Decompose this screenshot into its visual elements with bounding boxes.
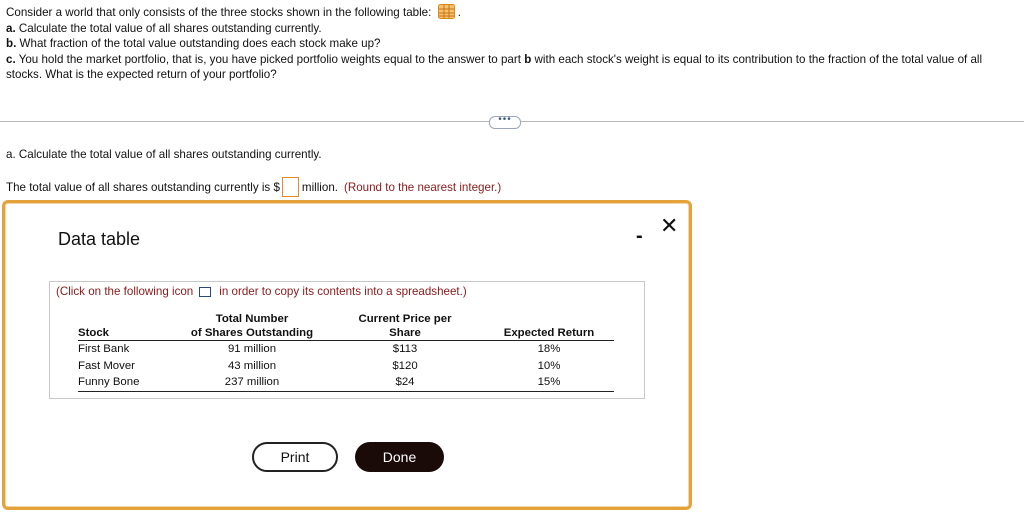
table-row: First Bank 91 million $113 18% xyxy=(78,343,561,355)
table-grid-icon[interactable] xyxy=(438,4,455,19)
copy-spreadsheet-icon[interactable] xyxy=(199,287,211,297)
header-price: Current Price per Share xyxy=(326,312,484,341)
done-button[interactable]: Done xyxy=(355,442,444,472)
print-button[interactable]: Print xyxy=(252,442,338,472)
minimize-icon[interactable]: - xyxy=(636,225,643,247)
question-intro: Consider a world that only consists of the three stocks shown in the following table: . xyxy=(6,6,462,19)
modal-title: Data table xyxy=(58,229,141,249)
rounding-note: (Round to the nearest integer.) xyxy=(343,180,502,194)
data-table xyxy=(78,312,614,392)
copy-instruction: (Click on the following icon in order to copy its contents into a spreadsheet.) xyxy=(56,285,467,298)
close-icon[interactable]: ✕ xyxy=(660,213,679,238)
answer-line: The total value of all shares outstanding currently is $ million. (Round to the nearest integer.) xyxy=(6,177,501,197)
data-table-modal xyxy=(2,200,692,510)
header-shares: Total Number of Shares Outstanding xyxy=(178,312,326,341)
part-a: a. Calculate the total value of all shares outstanding currently. xyxy=(6,21,322,35)
header-return: Expected Return xyxy=(484,312,614,341)
current-part: a. Calculate the total value of all shares outstanding currently. xyxy=(6,148,322,161)
data-panel xyxy=(49,281,645,399)
expand-dots-button[interactable]: ••• xyxy=(489,116,521,129)
table-row: Fast Mover 43 million $120 10% xyxy=(78,359,561,372)
table-row: Funny Bone 237 million $24 15% xyxy=(78,374,614,391)
part-c: c. You hold the market portfolio, that is, you have picked portfolio weights equal to the answer to part b with each stock's weight is equal to its contribution to the fraction of the total value of all stocks. What is the expected return of your portfolio? xyxy=(6,52,983,81)
answer-input[interactable] xyxy=(282,177,299,197)
question-text xyxy=(6,4,1016,83)
part-b: b. What fraction of the total value outstanding does each stock make up? xyxy=(6,37,381,50)
header-stock: Stock xyxy=(78,312,178,341)
